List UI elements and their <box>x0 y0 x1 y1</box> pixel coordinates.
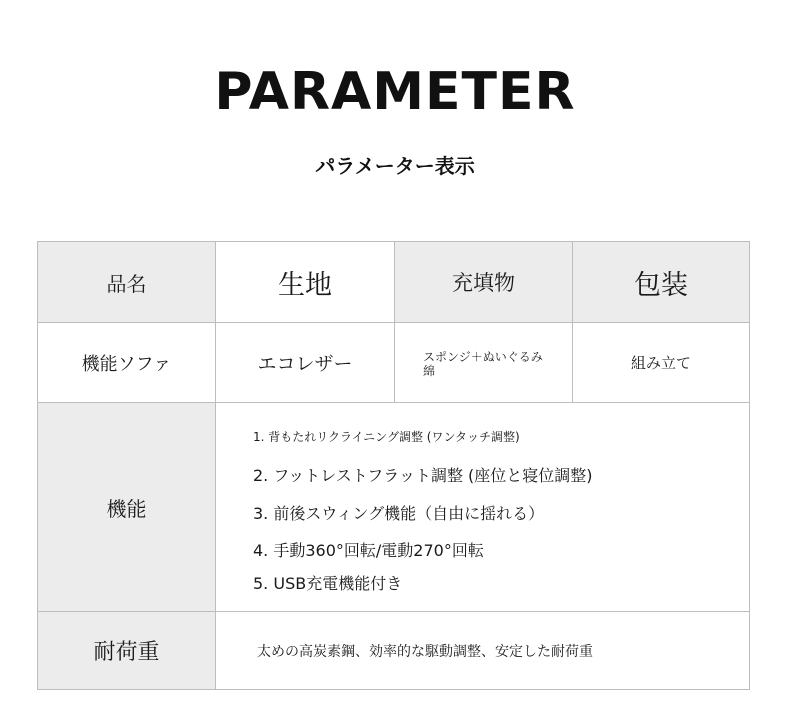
cell-material: エコレザー <box>216 323 395 403</box>
feature-item: 1. 背もたれリクライニング調整 (ワンタッチ調整) <box>253 430 520 444</box>
header-cell-filling: 充填物 <box>395 242 573 323</box>
features-label: 機能 <box>38 403 216 612</box>
feature-item: 2. フットレストフラット調整 (座位と寝位調整) <box>253 466 593 485</box>
page-title: PARAMETER <box>214 62 576 122</box>
cell-product-name: 機能ソファ <box>38 323 216 403</box>
header-cell-packaging: 包装 <box>573 242 749 323</box>
features-list <box>216 403 749 612</box>
feature-item: 3. 前後スウィング機能（自由に揺れる） <box>253 504 545 523</box>
cell-packaging: 組み立て <box>573 323 749 403</box>
cell-filling-text: スポンジ＋ぬいぐるみ綿 <box>423 350 543 378</box>
page-subtitle: パラメーター表示 <box>315 154 475 178</box>
load-value <box>216 612 749 689</box>
parameter-table <box>37 241 750 690</box>
feature-item: 4. 手動360°回転/電動270°回転 <box>253 541 484 560</box>
feature-item: 5. USB充電機能付き <box>253 574 403 593</box>
header-cell-material: 生地 <box>216 242 395 323</box>
header-cell-product-name: 品名 <box>38 242 216 323</box>
load-label: 耐荷重 <box>38 612 216 689</box>
cell-filling <box>395 323 573 403</box>
load-value-text: 太めの高炭素鋼、効率的な駆動調整、安定した耐荷重 <box>257 643 593 660</box>
